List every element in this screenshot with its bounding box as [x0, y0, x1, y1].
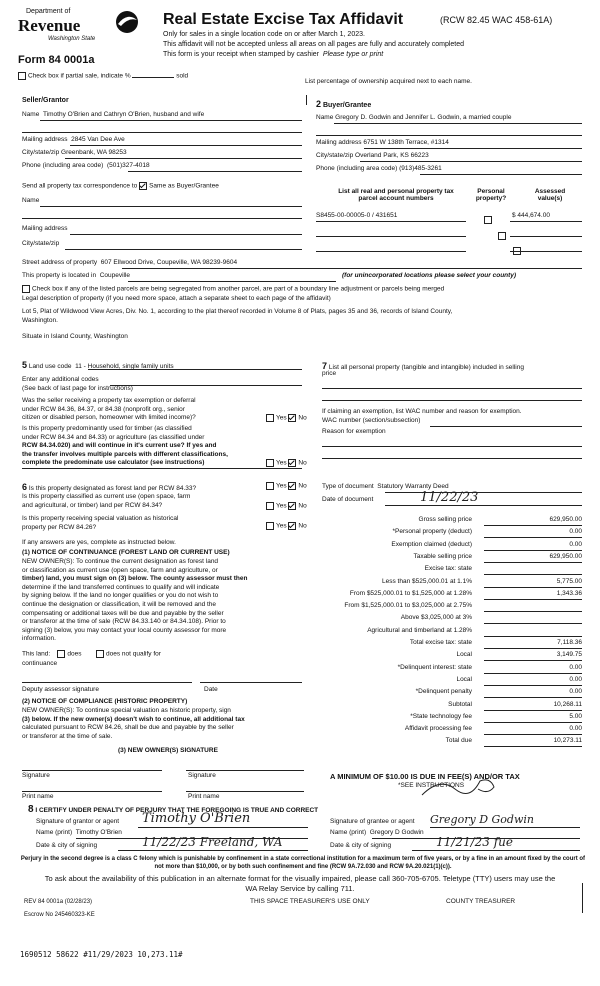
legal-description-3: Situate in Island County, Washington — [22, 333, 128, 340]
seller-phone-value[interactable]: (501)327-4018 — [106, 162, 150, 169]
buyer-phone-value[interactable]: (913)485-3261 — [399, 165, 442, 172]
personal-label: 7 List all personal property (tangible and intangible) included in selling — [322, 361, 524, 371]
forest-yes-checkbox[interactable] — [266, 482, 274, 490]
form-number: Form 84 0001a — [18, 54, 95, 66]
tax-row-label: Exemption claimed (deduct) — [391, 540, 472, 548]
tax-row-label: Taxable selling price — [413, 552, 472, 560]
owner-print-label-2: Print name — [188, 793, 220, 800]
owner-sig-label-2: Signature — [188, 772, 216, 779]
grantee-name-value[interactable]: Gregory D Godwin — [369, 829, 424, 836]
parcels-col2: Personal property? — [475, 188, 507, 202]
currentuse-yesno: Yes No — [266, 502, 307, 510]
segregated-checkbox[interactable] — [22, 285, 30, 293]
landuse-additional: Enter any additional codes — [22, 376, 99, 383]
timber-yes-checkbox[interactable] — [266, 459, 274, 467]
notice-1-body: NEW OWNER(S): To continue the current designation as forest land or classification as current use (open space, farm and agriculture, or timber) land, you must sign on (3) below. The county assessor must then determine if the land transferred continues to qualify and will indicate by signing below. If the land no longer qualifies or you do not wish to continue the designation or classification, it will be removed and the compensating or additional taxes will be due and payable by the seller or transferor at the time of sale (RCW 84.33.140 or 84.34.108). Prior to signing (3) below, you may contact your local county assessor for more information. — [22, 558, 248, 643]
escrow-number: Escrow No 245460323-KE — [24, 912, 95, 918]
legal-description[interactable]: Lot 5, Plat of Wildwood View Acres, Div. No. 1, according to the plat thereof recorded in Volume 8 of Plats, pages 35 and 36, records of Island County, — [22, 308, 453, 315]
grantor-date-row: Date & city of signing — [36, 842, 98, 849]
tax-row-value[interactable]: 5,775.00 — [556, 577, 582, 585]
certify-heading: 8 I CERTIFY UNDER PENALTY OF PERJURY THAT THE FOREGOING IS TRUE AND CORRECT — [28, 804, 319, 815]
note-2: This affidavit will not be accepted unless all areas on all pages are fully and accurately completed — [163, 41, 465, 48]
rcw-ref: (RCW 82.45 WAC 458-61A) — [440, 15, 553, 25]
doctype-value[interactable]: Statutory Warranty Deed — [377, 483, 449, 490]
grantor-sig-row: Signature of grantor or agent — [36, 818, 120, 825]
historic-yes-checkbox[interactable] — [266, 522, 274, 530]
rev-number: REV 84 0001a (02/28/23) — [24, 899, 93, 905]
dept-text: Department of — [26, 8, 71, 15]
seller-address-row: Mailing address 2845 Van Dee Ave — [22, 136, 125, 143]
tax-row-label: Above $3,025,000 at 3% — [400, 614, 472, 622]
tax-row-value[interactable]: 0.00 — [569, 675, 582, 683]
tax-row-label: *Delinquent interest: state — [397, 663, 472, 671]
seller-city-value[interactable]: Greenbank, WA 98253 — [61, 149, 127, 156]
grantor-name-value[interactable]: Timothy O'Brien — [75, 829, 122, 836]
revenue-text: Revenue — [18, 16, 81, 35]
doctype-row: Type of document Statutory Warranty Deed — [322, 483, 449, 490]
grantee-date-row: Date & city of signing — [330, 842, 392, 849]
seller-address-value[interactable]: 2845 Van Dee Ave — [71, 136, 125, 143]
deputy-date-label: Date — [204, 686, 218, 693]
tax-row-label: Total due — [445, 737, 472, 745]
seller-heading: Seller/Grantor — [22, 97, 69, 104]
exempt-yesno: Yes No — [266, 414, 307, 422]
personal-property-checkbox-1[interactable] — [484, 216, 492, 224]
buyer-name-row: Name Gregory D. Godwin and Jennifer L. Godwin, a married couple — [316, 114, 512, 121]
seller-city-row: City/state/zip Greenbank, WA 98253 — [22, 149, 127, 156]
ownership-note: List percentage of ownership acquired next to each name. — [305, 78, 472, 85]
notice-ifyes: If any answers are yes, complete as instructed below. — [22, 539, 176, 546]
timber-question: Is this property predominantly used for timber (as classified under RCW 84.34 and 84.33) or agriculture (as classified under RCW 84.34.020) and will continue in it's current use? If yes and the transfer involves multiple parcels with different classifications, complete the predominate use calculator (see instructions) — [22, 425, 228, 466]
note-3: This form is your receipt when stamped by cashier Please type or print — [163, 51, 384, 58]
currentuse-question: Is this property classified as current use (open space, farm and agricultural, or timber) land per RCW 84.34? — [22, 493, 191, 509]
buyer-city-value[interactable]: Overland Park, KS 66223 — [355, 152, 429, 159]
sendto-city-label: City/state/zip — [22, 240, 60, 247]
seller-name-row: Name Timothy O'Brien and Cathryn O'Brien, husband and wife — [22, 111, 205, 118]
seller-name-value[interactable]: Timothy O'Brien and Cathryn O'Brien, husband and wife — [42, 111, 205, 118]
tax-table — [300, 516, 582, 766]
notice-1-heading: (1) NOTICE OF CONTINUANCE (FOREST LAND OR CURRENT USE) — [22, 549, 230, 556]
tax-row-label: From $525,000.01 to $1,525,000 at 1.28% — [349, 589, 472, 597]
buyer-heading: 2 Buyer/Grantee — [316, 99, 372, 109]
grantor-name-row: Name (print) Timothy O'Brien — [36, 829, 122, 836]
buyer-phone-row: Phone (including area code) (913)485-3261 — [316, 165, 442, 172]
buyer-city-row: City/state/zip Overland Park, KS 66223 — [316, 152, 429, 159]
buyer-address-value[interactable]: 6751 W 138th Terrace, #1314 — [363, 139, 449, 146]
tax-row-label: Local — [456, 675, 472, 683]
exempt-question: Was the seller receiving a property tax exemption or deferral under RCW 84.36, 84.37, or 84.38 (nonprofit org., senior citizen or disabled person, homeowner with limited income)? — [22, 397, 196, 421]
currentuse-no-checkbox[interactable] — [288, 502, 296, 510]
deputy-label: Deputy assessor signature — [22, 686, 99, 693]
tax-row-value[interactable]: 3,149.75 — [556, 651, 582, 659]
partial-sale-row: Check box if partial sale, indicate % sold — [18, 72, 188, 80]
tax-row-label: Gross selling price — [418, 516, 472, 523]
personal-label-2: price — [322, 370, 337, 377]
tax-row-value[interactable]: 0.00 — [569, 725, 582, 733]
parcel-number[interactable]: S8455-00-00005-0 / 431651 — [316, 212, 398, 219]
see-instructions: *SEE INSTRUCTIONS — [398, 782, 465, 789]
landuse-row: 5 Land use code 11 - Household, single family units — [22, 360, 174, 370]
county-treasurer: COUNTY TREASURER — [446, 898, 516, 905]
street-row: Street address of property 607 Ellwood Drive, Coupeville, WA 98239-9604 — [22, 259, 238, 266]
revenue-logo — [18, 8, 158, 48]
tax-row-label: Local — [456, 651, 472, 659]
tax-row-label: From $1,525,000.01 to $3,025,000 at 2.75% — [344, 602, 472, 610]
tax-row-value[interactable]: 5.00 — [569, 712, 582, 720]
tax-row-label: Agricultural and timberland at 1.28% — [367, 626, 472, 634]
located-note: (for unincorporated locations please select your county) — [342, 272, 517, 279]
exempt-yes-checkbox[interactable] — [266, 414, 274, 422]
recording-stamp: 1690512 58622 #11/29/2023 10,273.11# — [20, 950, 183, 959]
tax-row-value[interactable]: 629,950.00 — [549, 516, 582, 523]
owner-sig-label-1: Signature — [22, 772, 50, 779]
exempt-no-checkbox[interactable] — [288, 414, 296, 422]
sendto-address-label: Mailing address — [22, 225, 68, 232]
parcels-col1: List all real and personal property tax parcel account numbers — [338, 188, 454, 202]
segregated-row: Check box if any of the listed parcels are being segregated from another parcel, are part of a boundary line adjustment or parcels being merged — [22, 285, 444, 293]
partial-sale-checkbox[interactable] — [18, 72, 26, 80]
grantor-signature[interactable]: Timothy O'Brien — [142, 811, 251, 826]
forest-no-checkbox[interactable] — [288, 482, 296, 490]
historic-question: Is this property receiving special valuation as historical property per RCW 84.26? — [22, 515, 179, 531]
reason-label: Reason for exemption — [322, 428, 386, 435]
doesnot-checkbox[interactable] — [96, 650, 104, 658]
tax-row-value[interactable]: 10,273.11 — [553, 737, 582, 745]
does-checkbox[interactable] — [57, 650, 65, 658]
tax-row-value[interactable]: 0.00 — [569, 688, 582, 696]
tax-row-label: Total excise tax: state — [409, 639, 472, 646]
tax-row-value[interactable]: 0.00 — [569, 528, 582, 536]
timber-yesno: Yes No — [266, 459, 307, 467]
exemption-label: If claiming an exemption, list WAC number and reason for exemption. — [322, 408, 522, 415]
landuse-seeback: (See back of last page for instructions) — [22, 385, 133, 392]
tax-row-value[interactable]: 0.00 — [569, 540, 582, 548]
owner-print-label-1: Print name — [22, 793, 54, 800]
personal-property-checkbox-2[interactable] — [498, 232, 506, 240]
tax-row-label: *Personal property (deduct) — [392, 528, 472, 536]
located-value[interactable]: Coupeville — [99, 272, 131, 279]
thisland-row: This land: does does not qualify for — [22, 650, 161, 658]
forest-yesno: Yes No — [266, 482, 307, 490]
tax-row-label: *State technology fee — [410, 712, 472, 720]
street-value[interactable]: 607 Ellwood Drive, Coupeville, WA 98239-9604 — [100, 259, 238, 266]
buyer-name-value[interactable]: Gregory D. Godwin and Jennifer L. Godwin, a married couple — [335, 114, 512, 121]
accessibility-text: To ask about the availability of this publication in an alternate format for the visually impaired, please call 360-705-6705. Teletype (TTY) users may use the WA Relay Service by calling 711. — [44, 874, 556, 893]
continuance-label: continuance — [22, 660, 58, 667]
buyer-address-row: Mailing address 6751 W 138th Terrace, #1314 — [316, 139, 449, 146]
grantee-signature[interactable]: Gregory D Godwin — [430, 813, 534, 826]
tax-row-value[interactable]: 1,343.36 — [556, 589, 582, 597]
note-1: Only for sales in a single location code on or after March 1, 2023. — [163, 31, 365, 38]
state-text: Washington State — [48, 36, 96, 42]
notice-2-body: NEW OWNER(S): To continue special valuation as historic property, sign (3) below. If the new owner(s) doesn't wish to continue, all additional tax calculated pursuant to RCW 84.26, shall be due and payable by the seller or transferor at the time of sale. — [22, 707, 245, 740]
sendto-row: Send all property tax correspondence to Same as Buyer/Grantee — [22, 182, 219, 190]
assessed-value[interactable]: $ 444,674.00 — [512, 212, 550, 219]
grantee-date-value[interactable]: 11/21/23 fue — [436, 835, 513, 849]
signature-flourish-icon — [420, 775, 500, 799]
landuse-value[interactable]: 11 - Household, single family units — [75, 363, 174, 370]
legal-description-2: Washington. — [22, 317, 58, 324]
tax-row-label: Affidavit processing fee — [404, 725, 472, 733]
tax-row-value[interactable]: 10,268.11 — [553, 700, 582, 708]
historic-yesno: Yes No — [266, 522, 307, 530]
form-title: Real Estate Excise Tax Affidavit — [163, 11, 404, 28]
tax-row-label: Subtotal — [448, 700, 472, 708]
perjury-text: Perjury in the second degree is a class C felony which is punishable by confinement in a state correctional institution for a maximum term of five years, or by a fine in an amount fixed by the court of not more than $10,000, or by both such confinement and fine (RCW 9A.72.030 and RCW 9A.20.021(1)(c)). — [20, 856, 586, 870]
grantor-date-value[interactable]: 11/22/23 Freeland, WA — [142, 835, 283, 849]
logo-swirl-icon — [112, 10, 142, 34]
notice-3-heading: (3) NEW OWNER(S) SIGNATURE — [118, 747, 218, 754]
grantee-name-row: Name (print) Gregory D Godwin — [330, 829, 424, 836]
grantee-sig-row: Signature of grantee or agent — [330, 818, 415, 825]
currentuse-yes-checkbox[interactable] — [266, 502, 274, 510]
parcels-col3: Assessed value(s) — [534, 188, 566, 202]
minimum-due: A MINIMUM OF $10.00 IS DUE IN FEE(S) AND/OR TAX — [330, 772, 520, 781]
same-as-buyer-checkbox[interactable] — [139, 182, 147, 190]
historic-no-checkbox[interactable] — [288, 522, 296, 530]
tax-row-value[interactable]: 0.00 — [569, 663, 582, 671]
timber-no-checkbox[interactable] — [288, 459, 296, 467]
wac-label: WAC number (section/subsection) — [322, 417, 421, 424]
tax-row-label: *Delinquent penalty — [415, 688, 472, 696]
tax-row-value[interactable]: 629,950.00 — [549, 552, 582, 560]
located-row: This property is located in Coupeville — [22, 272, 131, 279]
sendto-name-label: Name — [22, 197, 40, 204]
tax-row-label: Less than $525,000.01 at 1.1% — [382, 577, 472, 585]
notice-2-heading: (2) NOTICE OF COMPLIANCE (HISTORIC PROPERTY) — [22, 698, 188, 705]
seller-phone-row: Phone (including area code) (501)327-4018 — [22, 162, 150, 169]
docdate-value[interactable]: 11/22/23 — [420, 490, 479, 505]
treasurer-space: THIS SPACE TREASURER'S USE ONLY — [250, 898, 370, 905]
docdate-label: Date of document — [322, 496, 374, 503]
legal-label: Legal description of property (if you need more space, attach a separate sheet to each page of the affidavit) — [22, 295, 331, 302]
tax-row-value[interactable]: 7,118.36 — [557, 639, 582, 646]
forest-question: 6 Is this property designated as forest land per RCW 84.33? — [22, 482, 197, 492]
tax-row-label: Excise tax: state — [424, 565, 472, 573]
